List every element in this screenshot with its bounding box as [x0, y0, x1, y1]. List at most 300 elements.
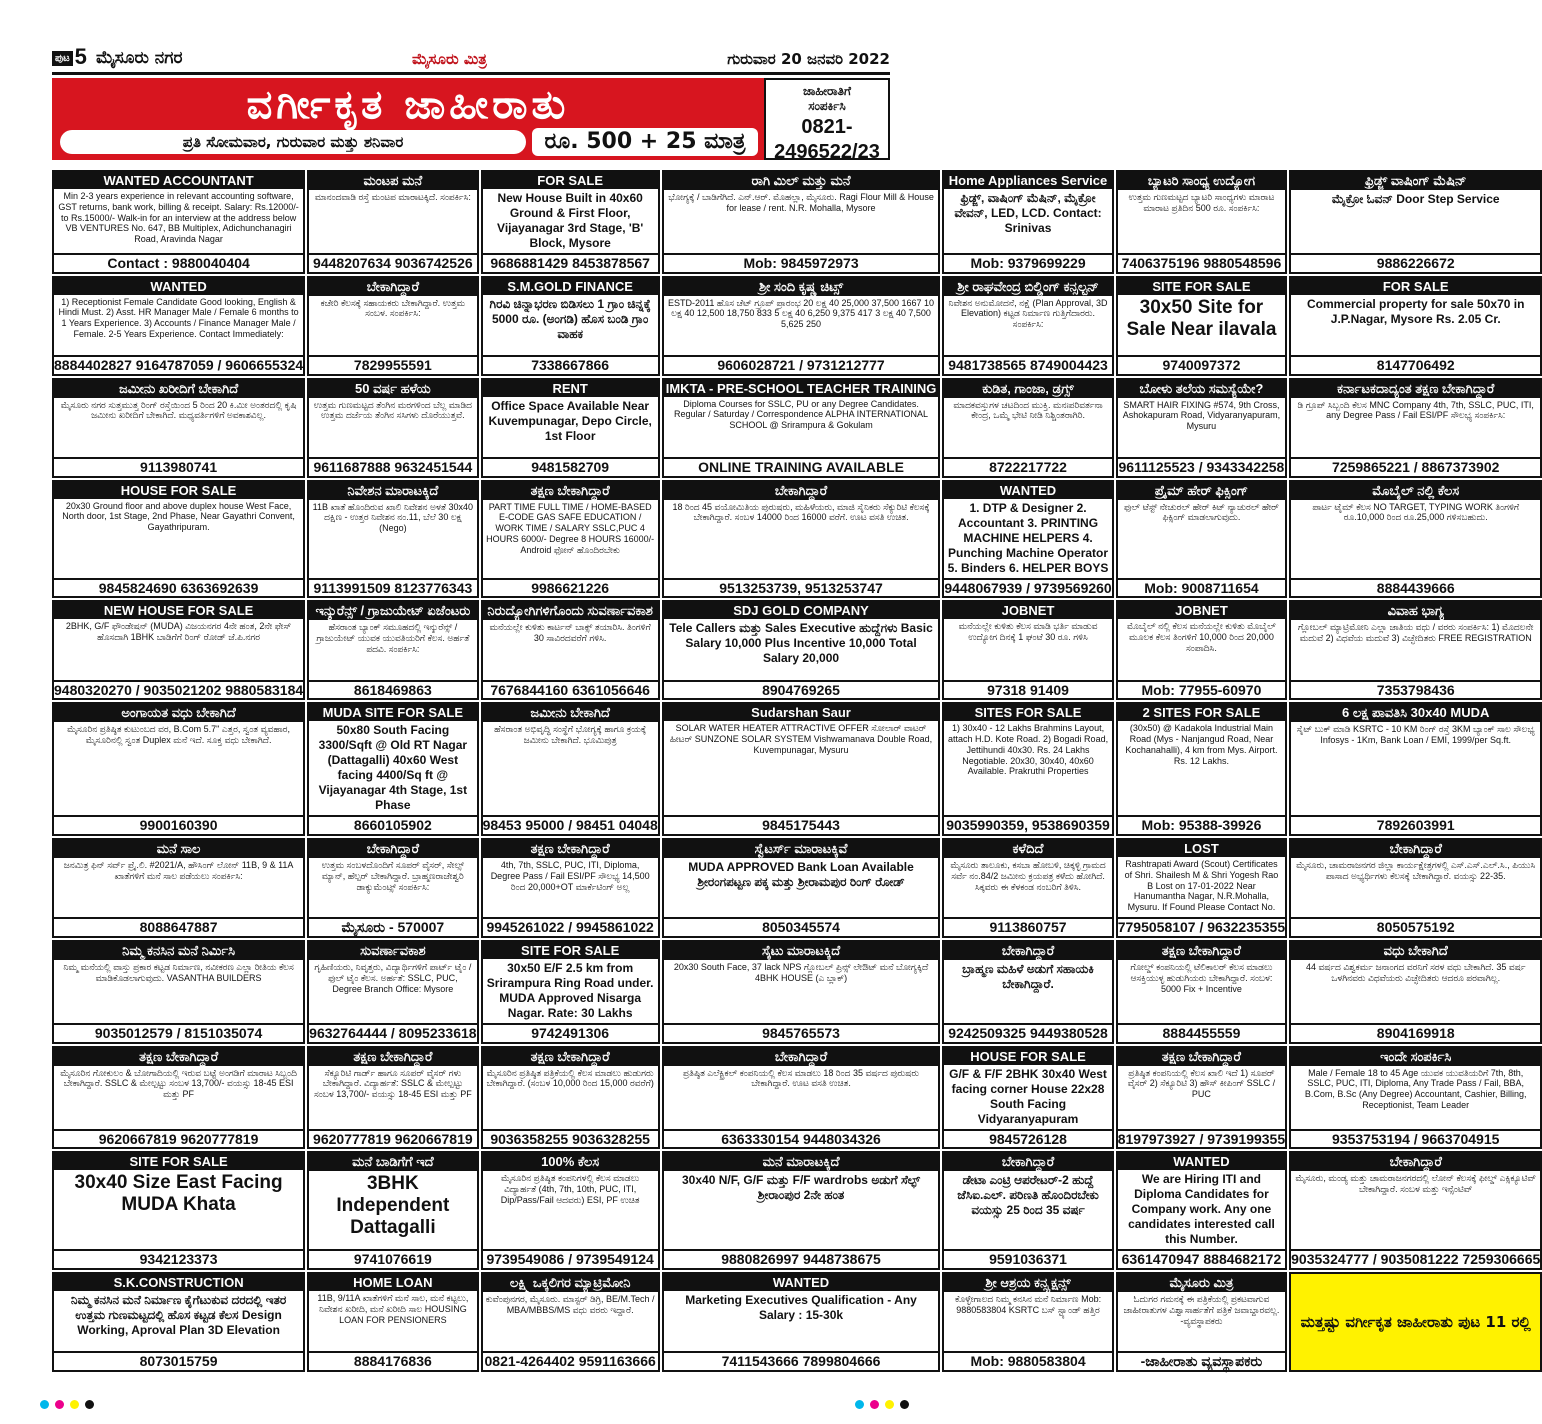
ad-heading: ವಿವಾಹ ಭಾಗ್ಯ [1291, 602, 1540, 620]
classified-ad [942, 480, 1113, 599]
ad-phone: 9035012579 / 8151035074 [54, 1023, 303, 1042]
ad-heading: ಮನೆ ಬಾಡಿಗೆಗೆ ಇದೆ [309, 1153, 476, 1171]
classified-ad [662, 1046, 941, 1150]
classified-ad [52, 480, 305, 599]
ad-phone: 8884439666 [1291, 578, 1540, 597]
ad-phone: 6361470947 8884682172 [1118, 1249, 1285, 1268]
classified-ad [662, 378, 941, 478]
ad-heading: ಶ್ರೀ ಆಶ್ರಯ ಕನ್ಸ್ಟ್ರಕ್ಷನ್ಸ್ [944, 1274, 1111, 1292]
classified-ad [307, 170, 478, 274]
classified-ad [481, 1046, 660, 1150]
ad-body: 1. DTP & Designer 2. Accountant 3. PRINTING MACHINE HELPERS 4. Punching Machine Operator 5. Binders 6. HELPER BOYS [947, 500, 1109, 575]
ad-body: 20x30 South Face, 37 lack NPS ಗ್ಲೋಬಲ್ ಪ್ರಿನ್ಸ್ ಲೇಔಟ್ ಮನೆ ಬೋಗ್ಯಕ್ಕಿದೆ 4BHK HOUSE (ಎ ಬ್ಲಾಕ್) [673, 961, 929, 983]
ad-heading: HOUSE FOR SALE [944, 1048, 1111, 1065]
ad-phone: 8088647887 [54, 917, 303, 936]
ad-body: ಡಿ ಗ್ರೂಪ್ ಸಿಬ್ಬಂದಿ ಕೆಲಸ MNC Company 4th, 7th, SSLC, PUC, ITI, any Degree Pass / Fail ESI/PF ಸೌಲಭ್ಯ ಸಂಪರ್ಕಿಸಿ: [1297, 399, 1534, 421]
ad-body: ಮೊಬೈಲ್ ನಲ್ಲಿ ಕೆಲಸ ಮನೆಯಲ್ಲೇ ಕುಳಿತು ಮೊಬೈಲ್ ಮೂಲಕ ಕೆಲಸ ತಿಂಗಳಿಗೆ 10,000 ರಿಂದ 20,000 ಸಂಪಾದಿಸಿ. [1126, 621, 1276, 653]
classified-ad [662, 702, 941, 836]
banner-subtitle: ಪ್ರತಿ ಸೋಮವಾರ, ಗುರುವಾರ ಮತ್ತು ಶನಿವಾರ [60, 130, 526, 154]
ad-heading: ನಿಮ್ಮ ಕನಸಿನ ಮನೆ ನಿರ್ಮಿಸಿ [54, 942, 303, 960]
ad-heading: ಶ್ರೀ ರಾಘವೇಂದ್ರ ಬಿಲ್ಡಿಂಗ್ ಕನ್ಸಲ್ಟನ್ [944, 278, 1111, 296]
ad-heading: S.M.GOLD FINANCE [483, 278, 658, 295]
ad-phone: 9845765573 [664, 1023, 939, 1042]
ad-heading: 6 ಲಕ್ಷ ಪಾವತಿಸಿ 30x40 MUDA [1291, 704, 1540, 722]
ad-heading: 50 ವರ್ಷ ಹಳೆಯ [309, 380, 476, 398]
page-number: ಪುಟ 5 [52, 44, 87, 70]
ad-phone: 8904169918 [1291, 1023, 1540, 1042]
ad-heading: ಇನ್ಶುರೆನ್ಸ್ / ಗ್ರಾಜುಯೇಟ್ ಏಜೆಂಟರು [309, 602, 476, 620]
ad-phone: 9606028721 / 9731212777 [664, 355, 939, 374]
ad-body: SMART HAIR FIXING #574, 9th Cross, Ashokapuram Road, Vidyaranyapuram, Mysuru [1122, 399, 1281, 432]
ad-body: ಓದುಗರ ಗಮನಕ್ಕೆ ಈ ಪತ್ರಿಕೆಯಲ್ಲಿ ಪ್ರಕಟವಾಗುವ ಜಾಹೀರಾತುಗಳ ವಿಶ್ವಾಸಾರ್ಹತೆಗೆ ಪತ್ರಿಕೆ ಜವಾಬ್ದಾರವಲ್ಲ. -ವ್ಯವಸ್ಥಾಪಕರು [1123, 1294, 1280, 1326]
ad-phone: 9036358255 9036328255 [483, 1129, 658, 1148]
ad-body: 30x50 Site for Sale Near ilavala [1126, 296, 1277, 340]
ad-phone: 8050345574 [664, 917, 939, 936]
classified-ad [662, 838, 941, 938]
banner-contact-box: ಜಾಹೀರಾತಿಗೆ ಸಂಪರ್ಕಿಸಿ 0821- 2496522/23 [764, 78, 890, 160]
ad-heading: ತಕ್ಷಣ ಬೇಕಾಗಿದ್ದಾರೆ [309, 1048, 476, 1066]
ad-heading: HOUSE FOR SALE [54, 482, 303, 499]
ad-heading: ಜಮೀನು ಖರೀದಿಗೆ ಬೇಕಾಗಿದೆ [54, 380, 303, 398]
classified-ad [52, 170, 305, 274]
ad-body: ಗ್ಲೋಬಲ್ ಮ್ಯಾಟ್ರಿಮೋನಿ ಎಲ್ಲಾ ಜಾತಿಯ ವಧು / ವರರು ಸಂಪರ್ಕಿಸಿ: 1) ಮೊದಲನೇ ಮದುವೆ 2) ವಿಧವೆಯ ಮದುವೆ 3) ವಿಚ್ಛೇದಿತರು FREE REGISTRATION [1297, 622, 1534, 644]
classified-ad [662, 600, 941, 700]
ad-phone: 9113980741 [54, 457, 303, 476]
ad-heading: ಶ್ರೀ ಸಂದಿ ಕೃಷ್ಣ ಚಿಟ್ಸ್ [664, 278, 939, 296]
ad-phone: 9035990359, 9538690359 [946, 817, 1110, 834]
ad-heading: ನಿರುದ್ಯೋಗಿಗಳಿಗೊಂದು ಸುವರ್ಣಾವಕಾಶ [483, 602, 658, 620]
ad-heading: SITES FOR SALE [944, 704, 1111, 721]
ad-phone: 8884402827 9164787059 / 9606655324 [54, 356, 304, 373]
ad-heading: ಬೇಕಾಗಿದ್ದಾರೆ [944, 942, 1111, 960]
ad-body: 1) 30x40 - 12 Lakhs Brahmins Layout, attach H.D. Kote Road. 2) Bogadi Road, Jettihundi 40x30. Rs. 24 Lakhs Negotiable. 20x30, 30x40, 40x60 Available. Prakruthi Properties [947, 723, 1109, 777]
ad-heading: ಬ್ಯಾಟರಿ ಸಾಂಧ್ಯ ಉದ್ಯೋಗ [1118, 172, 1285, 190]
ad-phone: 9880826997 9448738675 [664, 1249, 939, 1268]
classified-ad [942, 378, 1113, 478]
ad-heading: ಬೇಕಾಗಿದ್ದಾರೆ [944, 1153, 1111, 1171]
ad-heading: ಜಮೀನು ಬೇಕಾಗಿದೆ [483, 704, 658, 722]
ad-phone: 7338667866 [483, 355, 658, 374]
ad-phone: 9845726128 [944, 1129, 1111, 1148]
classified-ad [1289, 940, 1542, 1044]
ad-body: ಹೆಸರಾಂತ ಅಭಿವೃದ್ಧಿ ಸಂಸ್ಥೆಗೆ ಭೋಗ್ಯಕ್ಕೆ ಹಾಗೂ ಕ್ರಯಕ್ಕೆ ಜಮೀನು ಬೇಕಾಗಿದೆ. ಭೂಮಿಪುತ್ರ [494, 724, 647, 746]
classified-ad [307, 838, 478, 938]
ad-body: Office Space Available Near Kuvempunagar, Depo Circle, 1st Floor [488, 398, 652, 443]
ad-heading: ತಕ್ಷಣ ಬೇಕಾಗಿದ್ದಾರೆ [54, 1048, 303, 1066]
classified-ad [1116, 1046, 1287, 1150]
ad-heading: ತಕ್ಷಣ ಬೇಕಾಗಿದ್ದಾರೆ [483, 1048, 658, 1066]
ad-body: 4th, 7th, SSLC, PUC, ITI, Diploma, Degree Pass / Fail ESI/PF ಸೌಲಭ್ಯ 14,500 ರಿಂದ 20,000+OT ಮಾರ್ಕೆಟಿಂಗ್ ಅಲ್ಲ [490, 859, 650, 892]
ad-body: MUDA APPROVED Bank Loan Available ಶ್ರೀರಂಗಪಟ್ಟಣ ಪಕ್ಕ ಮತ್ತು ಶ್ರೀರಾಮಪುರ ರಿಂಗ್ ರೋಡ್ [688, 859, 914, 889]
ad-heading: WANTED [54, 278, 303, 295]
ad-body: ಫ್ರಿಡ್ಜ್, ವಾಷಿಂಗ್ ಮೆಷಿನ್, ಮೈಕ್ರೋ ವೇವನ್, LED, LCD. Contact: Srinivas [954, 191, 1102, 235]
ad-heading: ಬೇಕಾಗಿದ್ದಾರೆ [664, 1048, 939, 1066]
ad-heading: ಲಕ್ಷ್ಮಿ ಒಕ್ಕಲಿಗರ ಮ್ಯಾಟ್ರಿಮೋನಿ [483, 1274, 658, 1292]
classified-ad [52, 838, 305, 938]
ad-heading: JOBNET [1118, 602, 1285, 619]
ad-body: ಡೇಟಾ ಎಂಟ್ರಿ ಆಪರೇಟರ್-2 ಹುದ್ದೆ ಜೆಸಿಐ.ಎಲ್. ಪರಿಣತಿ ಹೊಂದಿರಬೇಕು ವಯಸ್ಸು 25 ರಿಂದ 35 ವರ್ಷ [957, 1173, 1099, 1218]
registration-dot [55, 1400, 64, 1409]
ad-phone: 7892603991 [1291, 815, 1540, 834]
ad-heading: ನಿವೇಶನ ಮಾರಾಟಕ್ಕಿದೆ [309, 482, 476, 500]
ad-phone: 9480320270 / 9035021202 9880583184 [54, 681, 304, 698]
classified-ad [481, 480, 660, 599]
ad-heading: ಮನೆ ಸಾಲ [54, 840, 303, 858]
classified-ad [52, 1046, 305, 1150]
page-header [52, 42, 890, 75]
ad-body: 50x80 South Facing 3300/Sqft @ Old RT Nagar (Dattagalli) 40x60 West facing 4400/Sq ft @ Vijayanagar 4th Stage, 1st Phase [318, 723, 468, 813]
ad-body: ಮೈಸೂರು ನಗರ ಸುತ್ತಮುತ್ತ ರಿಂಗ್ ರಸ್ತೆಯಿಂದ 5 ರಿಂದ 20 ಕಿ.ಮೀ ಅಂತರದಲ್ಲಿ ಕೃಷಿ ಜಮೀನು ಖರೀದಿಗೆ ಬೇಕಾಗಿದೆ. ಮಧ್ಯವರ್ತಿಗಳಿಗೆ ಅವಕಾಶವಿಲ್ಲ. [60, 399, 297, 421]
ad-phone: 9113860757 [944, 917, 1111, 936]
classified-ad [1116, 1151, 1287, 1270]
classified-ad [307, 480, 478, 599]
ad-heading: ತಕ್ಷಣ ಬೇಕಾಗಿದ್ದಾರೆ [1118, 942, 1285, 960]
ad-body: SOLAR WATER HEATER ATTRACTIVE OFFER ಸೋಲಾರ್ ವಾಟರ್ ಹೀಟರ್ SUNZONE SOLAR SYSTEM Vishwamanava Double Road, Kuvempunagar, Mysuru [669, 723, 933, 755]
ad-heading: ಸ್ವೆಟರ್ಸ್ ಮಾರಾಟಕ್ಕಿವೆ [664, 840, 939, 858]
ad-body: ನಿಮ್ಮ ಮನೆಯಲ್ಲಿ ವಾಸ್ತು ಪ್ರಕಾರ ಕಟ್ಟಡ ನಿರ್ಮಾಣ, ನವೀಕರಣ ಎಲ್ಲಾ ರೀತಿಯ ಕೆಲಸ ಮಾಡಿಕೊಡಲಾಗುವುದು. VASANTHA BUILDERS [63, 961, 294, 983]
ad-body: ಹೆಸರಾಂತ ಬ್ಯಾಂಕ್ ಸಮೂಹದಲ್ಲಿ ಇನ್ಶುರೆನ್ಸ್ / ಗ್ರಾಜುಯೇಟ್ ಯುವಕ ಯುವತಿಯರಿಗೆ ಕೆಲಸ. ಅರ್ಹತೆ ಪದವಿ. ಸಂಪರ್ಕಿಸಿ: [316, 622, 470, 654]
classified-ad [1116, 702, 1287, 836]
ad-phone: 7795058107 / 9632235355 [1117, 919, 1286, 936]
ad-phone: 9739549086 / 9739549124 [483, 1249, 658, 1268]
ad-phone: 8050575192 [1291, 917, 1540, 936]
classified-ad [1116, 378, 1287, 478]
ad-body: ಉತ್ತಮ ಸಂಬಳದೊಂದಿಗೆ ಸೂಪರ್ ವೈಸರ್, ಸೇಲ್ಸ್ ಮ್ಯಾನ್, ಹೆಲ್ಪರ್ ಬೇಕಾಗಿದ್ದಾರೆ. ಬ್ರಾಹ್ಮಣರಾಜೇಶ್ವರಿ ಡಾಕ್ಯುಮೆಂಟ್ಸ್ ಸಂಪರ್ಕಿಸಿ: [321, 859, 465, 892]
ad-phone: 9448207634 9036742526 [309, 253, 476, 272]
ad-phone: 9342123373 [54, 1249, 303, 1268]
classified-ad [1116, 170, 1287, 274]
classified-ad [52, 1272, 305, 1372]
ad-heading: 100% ಕೆಲಸ [483, 1153, 658, 1171]
ad-phone: 9986621226 [483, 578, 658, 597]
ad-heading: FOR SALE [1291, 278, 1540, 295]
banner-phone: 0821- [801, 116, 853, 138]
classified-ad [52, 378, 305, 478]
ad-heading: LOST [1118, 840, 1285, 857]
ad-body: 11B ಖಾತೆ ಹೊಂದಿರುವ ಖಾಲಿ ನಿವೇಶನ ಅಳತೆ 30x40 ದಕ್ಷಿಣ - ಉತ್ತರ ನಿವೇಶನ ನಂ.11, ಬೆಲೆ 30 ಲಕ್ಷ (Nego) [312, 501, 474, 534]
classified-ad [307, 1151, 478, 1270]
ad-phone: ಮೈಸೂರು - 570007 [309, 917, 476, 936]
ad-heading: ಬೇಕಾಗಿದ್ದಾರೆ [1291, 840, 1540, 858]
ad-body: ಮನೆಯಲ್ಲೇ ಕುಳಿತು ಕೆಲಸ ಮಾಡಿ ಭರ್ತಿ ಮಾಡುವ ಉದ್ಯೋಗ ದಿನಕ್ಕೆ 1 ಘಂಟೆ 30 ರೂ. ಗಳಿಸಿ [958, 621, 1098, 643]
classified-ad [52, 600, 305, 700]
registration-dot [885, 1400, 894, 1409]
registration-dot [70, 1400, 79, 1409]
ad-body: ಗೃಹಿಣಿಯರು, ನಿವೃತ್ತರು, ವಿದ್ಯಾರ್ಥಿಗಳಿಗೆ ಪಾರ್ಟ್ ಟೈಂ / ಫುಲ್ ಟೈಂ ಕೆಲಸ. ಅರ್ಹತೆ: SSLC, PUC, Degree Branch Office: Mysore [314, 961, 472, 994]
classified-ad [662, 1151, 941, 1270]
classified-ad [52, 276, 305, 376]
ad-body: ಪ್ರತಿಷ್ಠಿತ ಎಲೆಕ್ಟ್ರಿಕಲ್ ಕಂಪನಿಯಲ್ಲಿ ಕೆಲಸ ಮಾಡಲು 18 ರಿಂದ 35 ವರ್ಷದ ಪುರುಷರು ಬೇಕಾಗಿದ್ದಾರೆ. ಊಟ ವಸತಿ ಉಚಿತ. [683, 1067, 920, 1089]
ad-heading: SITE FOR SALE [1118, 278, 1285, 295]
ad-body: ESTD-2011 ಹೊಸ ಚೆಟ್ ಗ್ರೂಪ್ ಪ್ರಾರಂಭ 20 ಲಕ್ಷ 40 25,000 37,500 1667 10 ಲಕ್ಷ 40 12,500 18,750 833 5 ಲಕ್ಷ 40 6,250 9,375 417 3 ಲಕ್ಷ 40 7,500 5,625 250 [668, 297, 935, 330]
ad-body: ಮೈಸೂರಿನ ಗೋಕುಲಂ & ಬೋಗಾದಿಯಲ್ಲಿ ಇರುವ ಬಟ್ಟೆ ಅಂಗಡಿಗೆ ಮಾರಾಟ ಸಿಬ್ಬಂದಿ ಬೇಕಾಗಿದ್ದಾರೆ. SSLC & ಮೇಲ್ಪಟ್ಟು ಸಂಬಳ 13,700/- ವಯಸ್ಸು 18-45 ESI ಮತ್ತು PF [60, 1067, 297, 1100]
ad-body: ನಿವೇಶನ ಅನುಮೋದನೆ, ನಕ್ಷೆ (Plan Approval, 3D Elevation) ಕಟ್ಟಡ ನಿರ್ಮಾಣ ಗುತ್ತಿಗೆದಾರರು. ಸಂಪರ್ಕಿಸಿ: [948, 297, 1108, 330]
ad-body: ಉತ್ತಮ ಗುಣಮಟ್ಟದ ತೆಂಗಿನ ಮರಗಳಿಂದ ಬೆಲ್ಲ ಮಾಡಿದ ಉತ್ತಮ ದರ್ಜೆಯ ತೆಂಗಿನ ಸಸಿಗಳು ದೊರೆಯುತ್ತವೆ. [313, 399, 472, 421]
ad-body: ಮತ್ತಷ್ಟು ವರ್ಗೀಕೃತ ಜಾಹೀರಾತು ಪುಟ 11 ರಲ್ಲಿ [1300, 1313, 1531, 1331]
classified-ad [1116, 838, 1287, 938]
ad-body: Rashtrapati Award (Scout) Certificates of Shri. Shailesh M & Shri Yogesh Rao B Lost on 17-01-2022 Near Hanumantha Nagar, N.R.Mohalla, Mysuru. If Found Please Contact No. [1124, 858, 1279, 913]
ad-body: ಮೈಸೂರಿನ ಪ್ರತಿಷ್ಠಿತ ಪತ್ರಿಕೆಯಲ್ಲಿ ಕೆಲಸ ಮಾಡಲು ಹುಡುಗರು ಬೇಕಾಗಿದ್ದಾರೆ. (ಸಂಬಳ 10,000 ರಿಂದ 15,000 ರವರೆಗೆ) [486, 1067, 654, 1089]
ad-heading: ತಕ್ಷಣ ಬೇಕಾಗಿದ್ದಾರೆ [1118, 1048, 1285, 1066]
ad-phone: 8073015759 [54, 1351, 303, 1370]
ad-heading: ಬೇಕಾಗಿದ್ದಾರೆ [309, 278, 476, 296]
classified-ad [662, 1272, 941, 1372]
ad-body: ಮೈಸೂರು ತಾಲೂಕು, ಕಸಬಾ ಹೋಬಳಿ, ಚಿಕ್ಕಳ್ಳಿ ಗ್ರಾಮದ ಸರ್ವೆ ನಂ.84/2 ಜಮೀನು ಕ್ರಯಪತ್ರ ಕಳೆದು ಹೋಗಿದೆ. ಸಿಕ್ಕವರು ಈ ಕೆಳಕಂಡ ನಂಬರಿಗೆ ತಿಳಿಸಿ. [950, 859, 1106, 892]
ad-body: ಪಾರ್ಟ ಟೈಮ್ ಕೆಲಸ NO TARGET, TYPING WORK ತಿಂಗಳಿಗೆ ರೂ.10,000 ರಿಂದ ರೂ.25,000 ಗಳಿಸಬಹುದು. [1312, 501, 1520, 523]
classified-ad [662, 480, 941, 599]
classified-ad [481, 702, 660, 836]
ad-body: Diploma Courses for SSLC, PU or any Degree Candidates. Regular / Saturday / Correspondence ALPHA INTERNATIONAL SCHOOL @ Srirampura & Gokulam [674, 398, 928, 431]
classified-ad [1116, 600, 1287, 700]
ad-phone: 9620667819 9620777819 [54, 1129, 303, 1148]
ad-body: 3BHK Independent Dattagalli [336, 1173, 450, 1239]
classified-ad [942, 1151, 1113, 1270]
classified-ad [1289, 276, 1542, 376]
ad-body: 2BHK, G/F ಫೌಂಡೇಷನ್ (MUDA) ವಿಜಯನಗರ 4ನೇ ಹಂತ, 2ನೇ ಫೇಸ್ ಹೊಸದಾಗಿ 1BHK ಬಾಡಿಗೆಗೆ ರಿಂಗ್ ರೋಡ್ ಜೆ.ಪಿ.ನಗರ [65, 621, 292, 643]
ad-body: 30x40 Size East Facing MUDA Khata [74, 1172, 283, 1216]
ad-body: (30x50) @ Kadakola Industrial Main Road (Mys - Nanjangud Road, Near Kochanahalli), 4 km from Mys. Airport. Rs. 12 Lakhs. [1125, 723, 1278, 766]
ad-heading: ರಾಗಿ ಮಿಲ್ ಮತ್ತು ಮನೆ [664, 172, 939, 190]
ad-heading: S.K.CONSTRUCTION [54, 1274, 303, 1291]
ad-phone: 9945261022 / 9945861022 [483, 917, 658, 936]
classified-ad [307, 1046, 478, 1150]
ad-phone: 8197973927 / 9739199355 [1117, 1130, 1286, 1147]
ad-phone: 9242509325 9449380528 [944, 1023, 1111, 1042]
ad-body: ಮೈಕ್ರೋ ಓವನ್ Door Step Service [1331, 192, 1500, 206]
ad-phone: 98453 95000 / 98451 04048 [482, 817, 658, 834]
classified-ad [52, 1151, 305, 1270]
classified-ad [942, 170, 1113, 274]
ad-phone: 9632764444 / 8095233618 [309, 1024, 477, 1041]
ad-heading: SDJ GOLD COMPANY [664, 602, 939, 619]
ad-body: ಮಾನಂದವಾಡಿ ರಸ್ತೆ ಮಂಟಪ ಮಾರಾಟಕ್ಕಿದೆ. ಸಂಪರ್ಕಿಸಿ: [314, 192, 471, 202]
ad-heading: FOR SALE [483, 172, 658, 189]
ad-phone: Mob: 9379699229 [944, 253, 1111, 272]
ad-body: Marketing Executives Qualification - Any Salary : 15-30k [685, 1293, 917, 1323]
ad-body: ಸೆಕ್ಯೂರಿಟಿ ಗಾರ್ಡ್ ಹಾಗೂ ಸೂಪರ್ ವೈಸರ್ ಗಳು ಬೇಕಾಗಿದ್ದಾರೆ. ವಿದ್ಯಾರ್ಹತೆ: SSLC & ಮೇಲ್ಪಟ್ಟು ಸಂಬಳ 13,700/- ವಯಸ್ಸು 18-45 ESI ಮತ್ತು PF [314, 1067, 472, 1100]
ad-phone: Mob: 77955-60970 [1118, 680, 1285, 699]
ad-heading: WANTED ACCOUNTANT [54, 172, 303, 189]
ad-phone: 9740097372 [1118, 355, 1285, 374]
ad-heading: IMKTA - PRE-SCHOOL TEACHER TRAINING [665, 380, 937, 396]
classified-ad [1289, 600, 1542, 700]
banner-phone-2: 2496522/23 [774, 141, 880, 163]
ad-body: Tele Callers ಮತ್ತು Sales Executive ಹುದ್ದೆಗಳು Basic Salary 10,000 Plus Incentive 10,000 Total Salary 20,000 [669, 621, 933, 666]
ad-phone: 9481738565 8749004423 [944, 355, 1111, 374]
ad-heading: HOME LOAN [309, 1274, 476, 1291]
ad-phone: 9611687888 9632451544 [309, 457, 476, 476]
ad-heading: ಇಂದೇ ಸಂಪರ್ಕಿಸಿ [1291, 1048, 1540, 1066]
ad-heading: ವಧು ಬೇಕಾಗಿದೆ [1291, 942, 1540, 960]
ad-phone: 9886226672 [1291, 253, 1540, 272]
classified-ad [481, 276, 660, 376]
ad-heading: ಮೊಬೈಲ್ ನಲ್ಲಿ ಕೆಲಸ [1291, 482, 1540, 500]
ad-phone: 8147706492 [1291, 355, 1540, 374]
ad-phone: Mob: 9880583804 [944, 1351, 1111, 1370]
classified-ad [1116, 276, 1287, 376]
classified-ad [307, 1272, 478, 1372]
ad-heading: RENT [483, 380, 658, 397]
ad-heading: JOBNET [944, 602, 1111, 619]
ad-heading: 2 SITES FOR SALE [1118, 704, 1285, 721]
classified-ad [52, 702, 305, 836]
classified-ad [481, 170, 660, 274]
ad-body: 20x30 Ground floor and above duplex house West Face, North door, 1st Stage, 2nd Phase, Near Gayathri Convent, Gayathripuram. [62, 500, 295, 533]
ad-body: ಸೈಟ್ ಬುಕ್ ಮಾಡಿ KSRTC - 10 KM ರಿಂಗ್ ರಸ್ತೆ 3KM ಬ್ಯಾಂಕ್ ಸಾಲ ಸೌಲಭ್ಯ Infosys - 1Km, Bank Loan / EMI, 1999/per Sq.ft. [1296, 724, 1535, 746]
ad-body: 11B, 9/11A ಖಾತೆಗಳಿಗೆ ಮನೆ ಸಾಲ, ಮನೆ ಕಟ್ಟಲು, ನಿವೇಶನ ಖರೀದಿ, ಮನೆ ಖರೀದಿ ಸಾಲ HOUSING LOAN FOR PENSIONERS [317, 1293, 469, 1325]
ad-phone: ONLINE TRAINING AVAILABLE [664, 457, 939, 476]
ad-body: ಗಿರವಿ ಚಿನ್ನಾಭರಣ ಬಿಡಿಸಲು 1 ಗ್ರಾಂ ಚಿನ್ನಕ್ಕೆ 5000 ರೂ. (ಅಂಗಡಿ) ಹೊಸ ಬಂಡಿ ಗ್ರಾಂ ವಾಹಕ [489, 296, 651, 341]
ad-body: Commercial property for sale 50x70 in J.P.Nagar, Mysore Rs. 2.05 Cr. [1307, 296, 1525, 326]
ad-phone: 9620777819 9620667819 [309, 1129, 476, 1148]
ad-body: ಭೋಗ್ಯಕ್ಕೆ / ಬಾಡಿಗೆಗಿದೆ. ಎನ್.ಆರ್. ಮೊಹಲ್ಲಾ, ಮೈಸೂರು. Ragi Flour Mill & House for lease / rent. N.R. Mohalla, Mysore [668, 192, 934, 213]
ad-body: Min 2-3 years experience in relevant accounting software, GST returns, bank work, billing & receipt. Salary: Rs.12000/- to Rs.15000/- Walk-in for an interview at the address below VB VENTURES No. 647, BB Multiplex, Adichunchanagiri Road, Aravinda Nagar [58, 191, 299, 245]
ad-phone: 8618469863 [309, 680, 476, 699]
ad-phone: 9035324777 / 9035081222 7259306665 [1291, 1251, 1541, 1268]
print-registration-marks [0, 1400, 945, 1412]
ad-phone: 9845175443 [664, 815, 939, 834]
classified-ad [1289, 170, 1542, 274]
classified-ad [942, 600, 1113, 700]
classified-ad [1289, 702, 1542, 836]
ad-body: ಮೈಸೂರು, ಚಾಮರಾಜನಗರ ಜಿಲ್ಲಾ ಕಾರ್ಯಕ್ಷೇತ್ರಗಳಲ್ಲಿ ಎಸ್.ಎಸ್.ಎಲ್.ಸಿ., ಪಿಯುಸಿ ಪಾಸಾದ ಅಭ್ಯರ್ಥಿಗಳು ಕೆಲಸಕ್ಕೆ ಬೇಕಾಗಿದ್ದಾರೆ. ವಯಸ್ಸು 22-35. [1296, 859, 1536, 881]
ad-phone: 9591036371 [944, 1249, 1111, 1268]
ad-phone: 9513253739, 9513253747 [664, 578, 939, 597]
ad-phone: 0821-4264402 9591163666 [484, 1353, 656, 1370]
registration-dot [85, 1400, 94, 1409]
ad-phone: 8884455559 [1118, 1023, 1285, 1042]
ad-heading: ಮಂಟಪ ಮನೆ [309, 172, 476, 190]
ad-body: ಮಾದಕವಸ್ತುಗಳ ಚಟದಿಂದ ಮುಕ್ತಿ. ಮನಃಪರಿವರ್ತನಾ ಕೇಂದ್ರ, ಒಮ್ಮೆ ಭೇಟಿ ನೀಡಿ ನಿಶ್ಚಿಂತರಾಗಿರಿ. [953, 399, 1103, 421]
ad-heading: ಅಂಗಾಯತ ವಧು ಬೇಕಾಗಿದೆ [54, 704, 303, 722]
classified-ad [1116, 940, 1287, 1044]
ad-phone: Mob: 9845972973 [664, 253, 939, 272]
registration-dot [40, 1400, 49, 1409]
ad-phone: 7259865221 / 8867373902 [1291, 457, 1540, 476]
ad-phone: 8904769265 [664, 680, 939, 699]
classified-ad [942, 276, 1113, 376]
ad-phone: 7829955591 [309, 355, 476, 374]
classified-ad [307, 276, 478, 376]
ad-heading: ಸುವರ್ಣಾವಕಾಶ [309, 942, 476, 960]
classified-ad [481, 1151, 660, 1270]
ad-phone: Mob: 95388-39926 [1118, 815, 1285, 834]
ad-phone: 6363330154 9448034326 [664, 1129, 939, 1148]
ad-body: ಉತ್ತಮ ಗುಣಮಟ್ಟದ ಬ್ಯಾಟರಿ ಸಾಂಧ್ಯಗಳು ಮಾರಾಟ ಮಾರಾಟ ಪ್ರತಿದಿನ 500 ರೂ. ಸಂಪರ್ಕಿಸಿ: [1128, 192, 1275, 213]
ad-body: 44 ವರ್ಷದ ವಿಶ್ವಕರ್ಮ ಜನಾಂಗದ ವರನಿಗೆ ಸರಳ ವಧು ಬೇಕಾಗಿದೆ. 35 ವರ್ಷ ಒಳಗಿನವರು ವಿಧವೆಯರು ವಿಚ್ಛೇದಿತರು ಆದರೂ ಪರವಾಗಿಲ್ಲ. [1305, 961, 1526, 983]
classified-ad [307, 600, 478, 700]
newspaper-logo: ಮೈಸೂರು ಮಿತ್ರ [412, 50, 487, 68]
ad-heading: NEW HOUSE FOR SALE [54, 602, 303, 619]
registration-dot [900, 1400, 909, 1409]
classified-ad [1289, 480, 1542, 599]
ad-heading: WANTED [664, 1274, 939, 1291]
classified-ad [1289, 1272, 1542, 1372]
ad-heading: ಬೇಕಾಗಿದ್ದಾರೆ [1291, 1153, 1540, 1171]
ad-body: 18 ರಿಂದ 45 ವಯೋಮಿತಿಯ ಪುರುಷರು, ಮಹಿಳೆಯರು, ಮಾಜಿ ಸೈನಿಕರು ಸೆಕ್ಯುರಿಟಿ ಕೆಲಸಕ್ಕೆ ಬೇಕಾಗಿದ್ದಾರೆ. ಸಂಬಳ 14000 ರಿಂದ 16000 ವರೆಗೆ. ಊಟ ವಸತಿ ಉಚಿತ. [672, 501, 930, 523]
ad-phone: Mob: 9008711654 [1118, 578, 1285, 597]
classified-ad [662, 170, 941, 274]
ad-phone: 9448067939 / 9739569260 [944, 579, 1112, 596]
classified-ad [1289, 378, 1542, 478]
ad-heading: ಸೈಟು ಮಾರಾಟಕ್ಕಿದೆ [664, 942, 939, 960]
ad-phone: 9686881429 8453878567 [483, 253, 658, 272]
ad-body: 30x50 E/F 2.5 km from Srirampura Ring Road under. MUDA Approved Nisarga Nagar. Rate: 30 Lakhs [486, 960, 654, 1020]
ad-phone: 9900160390 [54, 815, 303, 834]
ad-body: ಕಚೇರಿ ಕೆಲಸಕ್ಕೆ ಸಹಾಯಕರು ಬೇಕಾಗಿದ್ದಾರೆ. ಉತ್ತಮ ಸಂಬಳ. ಸಂಪರ್ಕಿಸಿ: [320, 297, 466, 319]
banner-title: ವರ್ಗೀಕೃತ ಜಾಹೀರಾತು [246, 82, 570, 128]
ad-body: 30x40 N/F, G/F ಮತ್ತು F/F wardrobs ಅಡುಗೆ ಸೆಲ್ಫ್ ಶ್ರೀರಾಂಪುರ 2ನೇ ಹಂತ [682, 1173, 921, 1203]
ad-phone: 8660105902 [309, 815, 476, 834]
ad-phone: 9741076619 [309, 1249, 476, 1268]
ad-phone: 97318 91409 [944, 680, 1111, 699]
ad-heading: ಕಳೆದಿದೆ [944, 840, 1111, 858]
registration-dot [870, 1400, 879, 1409]
classified-ad [481, 1272, 660, 1372]
section-city: ಮೈಸೂರು ನಗರ [96, 48, 183, 68]
ad-heading: ಕರ್ನಾಟಕದಾದ್ಯಂತ ತಕ್ಷಣ ಬೇಕಾಗಿದ್ದಾರೆ [1291, 380, 1540, 398]
ad-heading: ಬೇಕಾಗಿದ್ದಾರೆ [309, 840, 476, 858]
ad-body: ಮೈಸೂರಿನ ಪ್ರತಿಷ್ಠಿತ ಕುಟುಂಬದ ವರ, B.Com 5.7" ಎತ್ತರ, ಸ್ವಂತ ವ್ಯವಹಾರ, ಮೈಸೂರಿನಲ್ಲಿ ಸ್ವಂತ Duplex ಮನೆ ಇದೆ. ಸೂಕ್ತ ವಧು ಬೇಕಾಗಿದೆ. [67, 724, 291, 746]
classified-ad [1289, 838, 1542, 938]
ad-phone: 9742491306 [483, 1023, 658, 1042]
classified-ad [662, 940, 941, 1044]
ad-body: PART TIME FULL TIME / HOME-BASED E-CODE GAS SAFE EDUCATION / WORK TIME / SALARY SSLC,PUC 4 HOURS 6000/- Degree 8 HOURS 16000/- Android ಫೋನ್ ಹೊಂದಿರಬೇಕು [486, 501, 655, 555]
classified-ads-grid [52, 170, 1541, 1372]
ad-body: ಪ್ರತಿಷ್ಠಿತ ಕಂಪನಿಯಲ್ಲಿ ಕೆಲಸ ಖಾಲಿ ಇದೆ 1) ಸೂಪರ್ ವೈಸರ್ 2) ಸೆಕ್ಯೂರಿಟಿ 3) ಹೌಸ್ ಕೀಪಿಂಗ್ SSLC / PUC [1127, 1067, 1276, 1100]
classified-ad [52, 940, 305, 1044]
ad-body: ಮನೆಯಲ್ಲೇ ಕುಳಿತು ಕಾರ್ಟನ್ ಬಾಕ್ಸ್ ತಯಾರಿಸಿ. ತಿಂಗಳಿಗೆ 30 ಸಾವಿರದವರೆಗೆ ಗಳಿಸಿ. [489, 622, 651, 644]
ad-body: ಗೋಲ್ಡ್ ಕಂಪನಿಯಲ್ಲಿ ಟೆಲಿಕಾಲರ್ ಕೆಲಸ ಮಾಡಲು ಆಸಕ್ತಿಯುಳ್ಳ ಹುಡುಗಿಯರು ಬೇಕಾಗಿದ್ದಾರೆ. ಸಂಬಳ: 5000 Fix + Incentive [1130, 961, 1273, 994]
classified-ad [1289, 1151, 1542, 1270]
ad-heading: ತಕ್ಷಣ ಬೇಕಾಗಿದ್ದಾರೆ [483, 840, 658, 858]
ad-heading: MUDA SITE FOR SALE [309, 704, 476, 721]
classified-ad [662, 276, 941, 376]
classified-ad [481, 838, 660, 938]
ad-body: New House Built in 40x60 Ground & First Floor, Vijayanagar 3rd Stage, 'B' Block, Mysore [497, 191, 644, 250]
classified-ad [1289, 1046, 1542, 1150]
ad-heading: SITE FOR SALE [54, 1153, 303, 1170]
ad-phone: 7406375196 9880548596 [1118, 253, 1285, 272]
ad-phone: 8884176836 [309, 1351, 476, 1370]
ad-heading: SITE FOR SALE [483, 942, 658, 959]
classified-ad [942, 1272, 1113, 1372]
ad-heading: ಬೋಳು ತಲೆಯ ಸಮಸ್ಯೆಯೇ? [1118, 380, 1285, 398]
classified-ad [1116, 480, 1287, 599]
ad-heading: ಬೇಕಾಗಿದ್ದಾರೆ [664, 482, 939, 500]
ad-phone: Contact : 9880040404 [54, 253, 303, 272]
ad-phone: 9481582709 [483, 457, 658, 476]
classified-ad [942, 702, 1113, 836]
classified-ad [481, 940, 660, 1044]
classified-ad [1116, 1272, 1287, 1372]
ad-phone: 7411543666 7899804666 [664, 1351, 939, 1370]
classified-ad [942, 1046, 1113, 1150]
ad-phone: 9611125523 / 9343342258 [1118, 458, 1285, 475]
ad-heading: WANTED [944, 482, 1111, 499]
ad-phone: 8722217722 [944, 457, 1111, 476]
registration-dot [855, 1400, 864, 1409]
banner-price: ರೂ. 500 + 25 ಮಾತ್ರ [532, 128, 758, 156]
ad-heading: Home Appliances Service [944, 172, 1111, 189]
ad-phone: 9113991509 8123776343 [309, 578, 476, 597]
classified-ad [942, 838, 1113, 938]
ad-heading: ಕುಡಿತ, ಗಾಂಜಾ, ಡ್ರಗ್ಸ್ [944, 380, 1111, 398]
ad-body: G/F & F/F 2BHK 30x40 West facing corner House 22x28 South Facing Vidyaranyapuram [949, 1066, 1107, 1126]
ad-heading: ಮನೆ ಮಾರಾಟಕ್ಕಿದೆ [664, 1153, 939, 1171]
ad-body: We are Hiring ITI and Diploma Candidates for Company work. Any one candidates interested call this Number. [1128, 1172, 1275, 1247]
ad-body: ಫುಲ್ ಟೆಸ್ಟ್ ನೇಚುರಲ್ ಹೇರ್ ಕಿಟ್ ನ್ಯಾಚುರಲ್ ಹೇರ್ ಫಿಕ್ಸಿಂಗ್ ಮಾಡಲಾಗುವುದು. [1124, 501, 1279, 523]
